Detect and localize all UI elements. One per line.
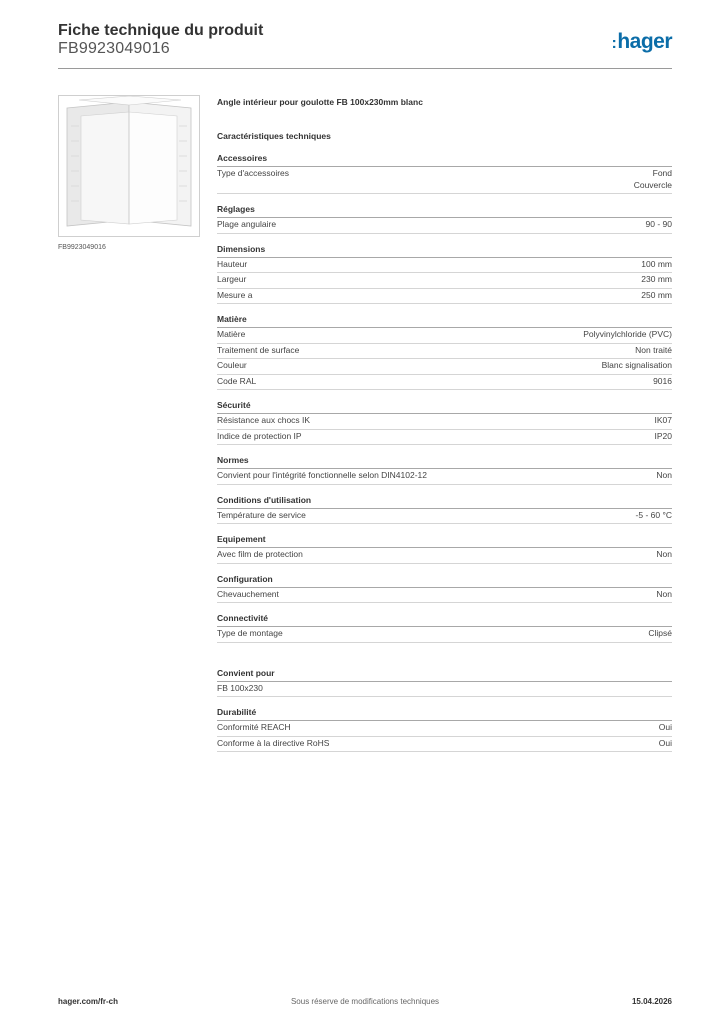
spec-values <box>659 722 672 734</box>
spec-section <box>217 313 672 390</box>
spec-value: Polyvinylchloride (PVC) <box>583 329 672 339</box>
spec-section <box>217 494 672 525</box>
spec-row <box>217 469 672 485</box>
spec-row <box>217 258 672 274</box>
spec-section <box>217 573 672 604</box>
spec-label: Résistance aux chocs IK <box>217 415 311 425</box>
cable-duct-angle-illustration <box>59 96 199 236</box>
spec-row <box>217 682 672 698</box>
image-caption: FB9923049016 <box>58 244 106 251</box>
header-divider <box>58 68 672 69</box>
document-title: Fiche technique du produit <box>58 22 264 39</box>
spec-value: -5 - 60 °C <box>635 509 672 520</box>
spec-label: Conforme à la directive RoHS <box>217 737 330 748</box>
spec-values <box>656 470 672 482</box>
spec-value: 250 mm <box>641 289 672 300</box>
spec-values <box>583 329 672 341</box>
spec-values <box>656 589 672 601</box>
section-title: Durabilité <box>217 706 672 721</box>
spec-label: Conformité REACH <box>217 722 291 732</box>
spec-sections <box>217 152 672 752</box>
spec-label: Plage angulaire <box>217 219 277 229</box>
spec-value: Non <box>656 549 672 559</box>
spec-row <box>217 289 672 305</box>
spec-values <box>635 345 672 357</box>
spec-value: Non <box>656 588 672 599</box>
spec-row <box>217 509 672 525</box>
spec-row <box>217 167 672 194</box>
footer-website: hager.com/fr-ch <box>58 997 119 1006</box>
spec-label: Code RAL <box>217 375 257 386</box>
spec-section <box>217 203 672 234</box>
page-header <box>58 20 672 70</box>
spec-row <box>217 218 672 234</box>
section-title: Sécurité <box>217 399 672 414</box>
footer-date: 15.04.2026 <box>631 997 672 1006</box>
spec-row <box>217 548 672 564</box>
spec-values <box>655 431 673 443</box>
document-reference: FB9923049016 <box>58 40 170 57</box>
section-title: Convient pour <box>217 667 672 682</box>
spec-section <box>217 399 672 445</box>
spec-row <box>217 721 672 737</box>
spec-values <box>653 376 672 388</box>
spec-values <box>648 628 672 640</box>
spec-section <box>217 667 672 698</box>
specification-panel <box>217 95 672 752</box>
spec-label: Couleur <box>217 360 247 370</box>
spec-label: Matière <box>217 329 246 339</box>
spec-row <box>217 430 672 446</box>
spec-label: Température de service <box>217 509 306 520</box>
section-title: Normes <box>217 454 672 469</box>
spec-values <box>646 219 672 231</box>
hager-logo <box>611 30 672 54</box>
spec-label: Traitement de surface <box>217 344 300 355</box>
spec-section <box>217 533 672 564</box>
spec-section <box>217 152 672 194</box>
spec-value: Oui <box>658 737 672 748</box>
section-title: Connectivité <box>217 612 672 627</box>
spec-label: Convient pour l'intégrité fonctionnelle selon DIN4102-12 <box>217 470 428 480</box>
spec-label: Hauteur <box>217 258 248 269</box>
spec-values <box>656 549 672 561</box>
spec-label: Type d'accessoires <box>217 168 290 178</box>
spec-value: Non traité <box>635 344 672 355</box>
section-title: Matière <box>217 313 672 328</box>
spec-label: Mesure a <box>217 289 253 300</box>
spec-row <box>217 627 672 643</box>
section-title: Configuration <box>217 573 672 588</box>
spec-label: Indice de protection IP <box>217 430 302 441</box>
spec-row <box>217 588 672 604</box>
spec-values <box>641 290 672 302</box>
spec-values <box>641 259 672 271</box>
spec-value: 230 mm <box>641 274 672 284</box>
spec-section <box>217 454 672 485</box>
section-title: Conditions d'utilisation <box>217 494 672 509</box>
spec-row <box>217 344 672 360</box>
spec-value: 90 - 90 <box>645 219 672 229</box>
spec-row <box>217 375 672 391</box>
logo-dot: : <box>611 35 617 52</box>
spec-section <box>217 706 672 752</box>
spec-value: Non <box>656 470 672 480</box>
spec-value: IP20 <box>654 430 672 441</box>
spec-value: 100 mm <box>641 258 672 269</box>
technical-characteristics-heading: Caractéristiques techniques <box>217 131 331 141</box>
spec-values <box>602 360 672 372</box>
spec-value: IK07 <box>654 415 672 425</box>
spec-label: Chevauchement <box>217 588 279 599</box>
spec-values <box>641 274 672 286</box>
product-image <box>58 95 200 237</box>
spec-value: Oui <box>658 722 672 732</box>
section-title: Accessoires <box>217 152 672 167</box>
spec-value: 9016 <box>653 375 672 386</box>
spec-values <box>655 415 673 427</box>
spec-values <box>659 738 672 750</box>
spec-value: Fond <box>652 168 672 178</box>
spec-value: Couvercle <box>633 179 672 190</box>
spec-values <box>636 510 672 522</box>
spec-label: Avec film de protection <box>217 549 303 559</box>
spec-row <box>217 737 672 753</box>
spec-label: FB 100x230 <box>217 682 263 693</box>
footer-disclaimer: Sous réserve de modifications techniques <box>290 997 440 1006</box>
spec-section <box>217 612 672 643</box>
spec-row <box>217 273 672 289</box>
product-name: Angle intérieur pour goulotte FB 100x230mm blanc <box>217 97 423 107</box>
spec-row <box>217 414 672 430</box>
spec-label: Type de montage <box>217 628 283 638</box>
spec-row <box>217 328 672 344</box>
section-title: Dimensions <box>217 243 672 258</box>
section-title: Réglages <box>217 203 672 218</box>
spec-value: Clipsé <box>648 628 672 638</box>
spec-values <box>634 168 672 191</box>
spec-section <box>217 243 672 305</box>
logo-text: hager <box>617 30 672 53</box>
page-footer <box>58 997 672 1011</box>
spec-value: Blanc signalisation <box>601 360 672 370</box>
spec-row <box>217 359 672 375</box>
section-title: Equipement <box>217 533 672 548</box>
spec-label: Largeur <box>217 274 247 284</box>
